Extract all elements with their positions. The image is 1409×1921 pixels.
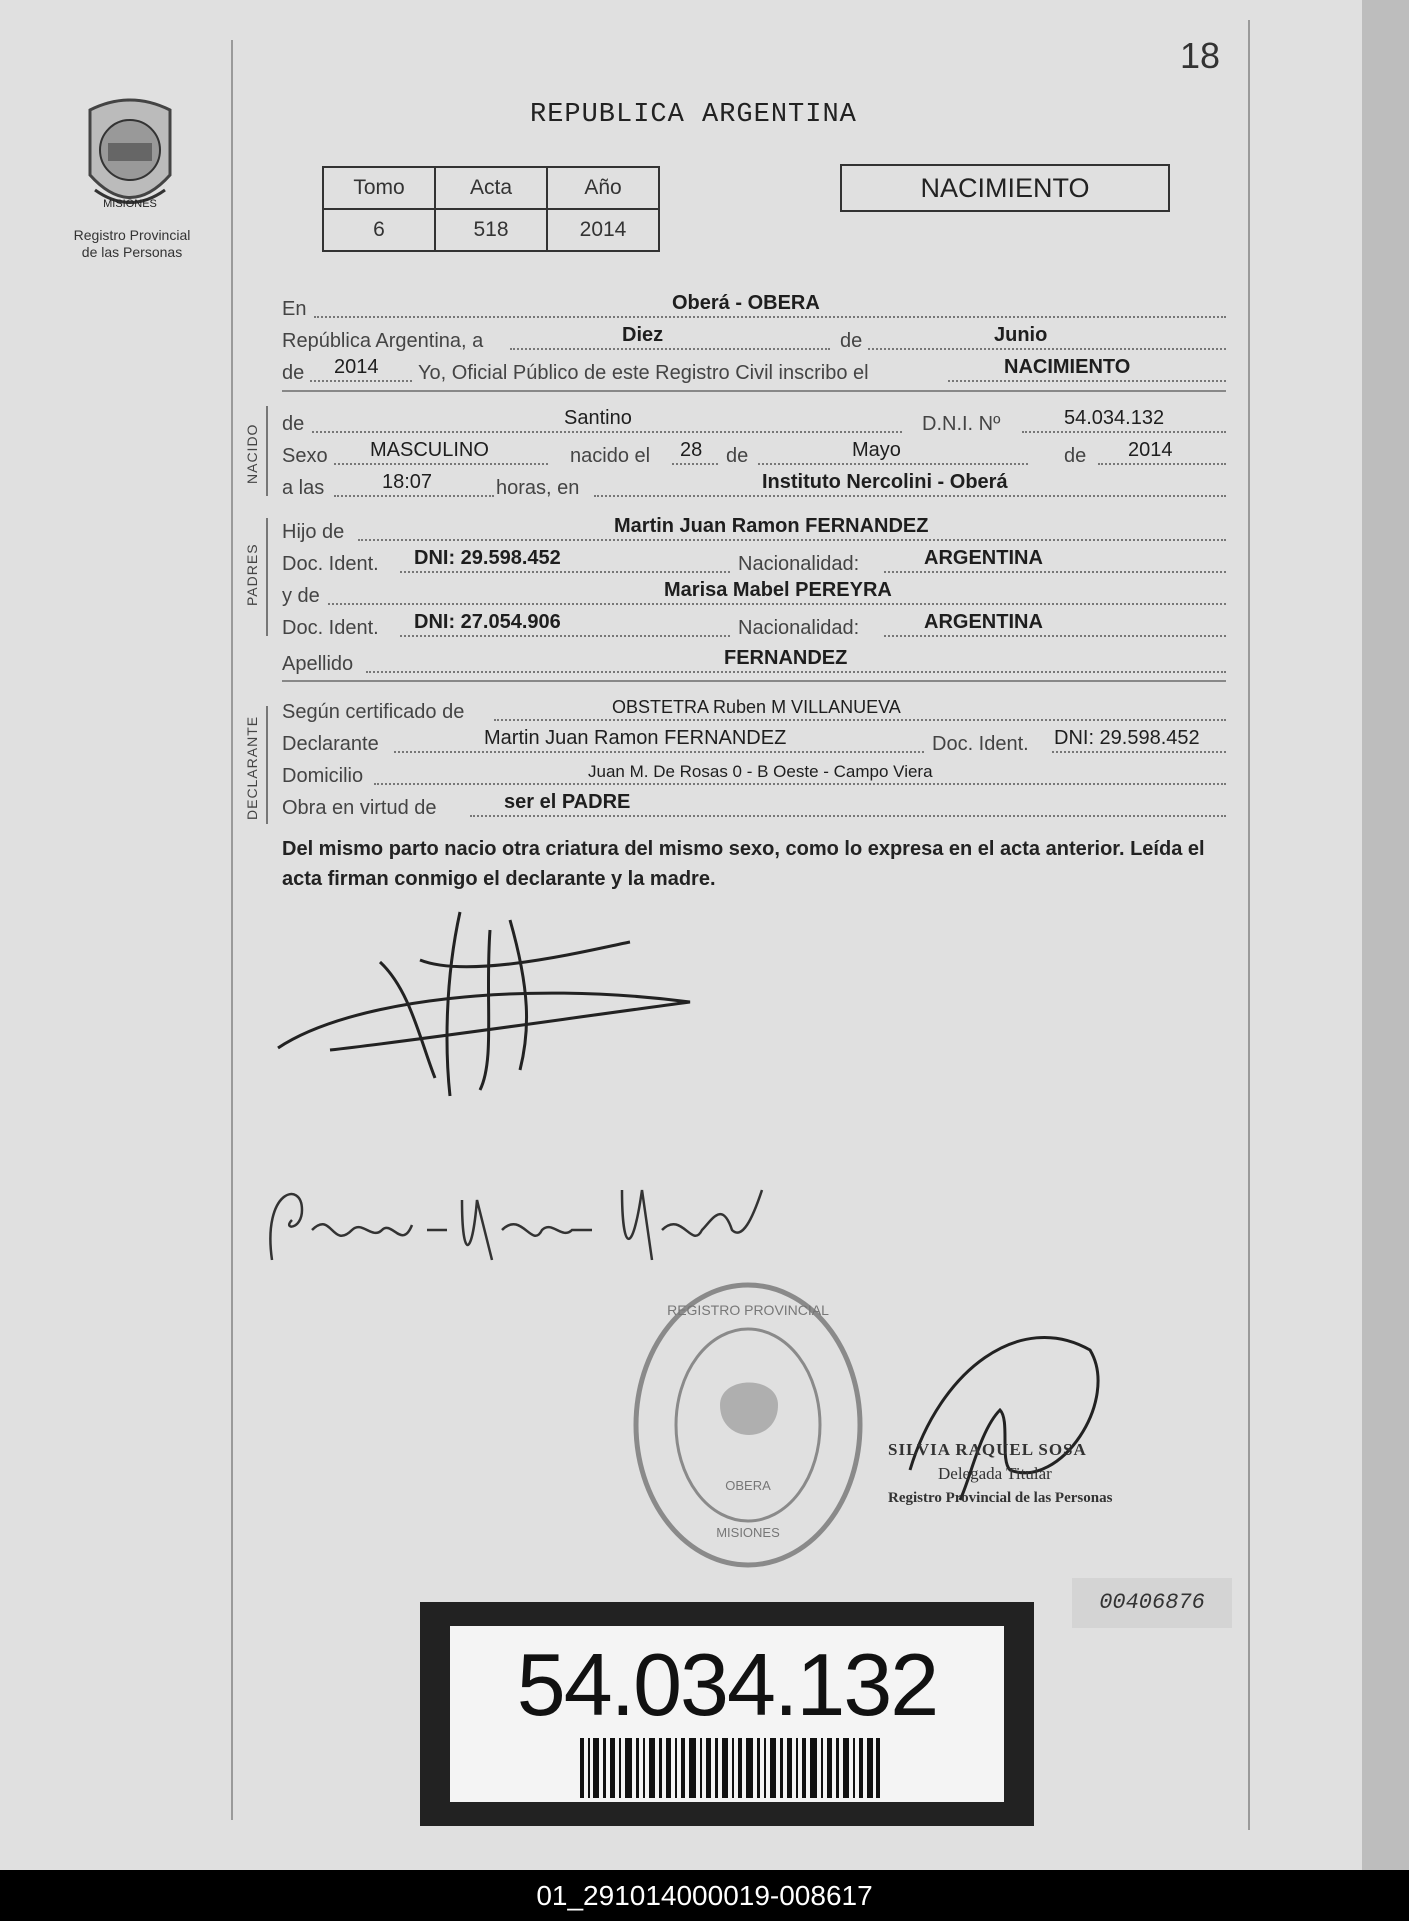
province-seal-icon xyxy=(70,95,190,225)
padres-side-label: PADRES xyxy=(244,543,260,606)
decl-doc-value: DNI: 29.598.452 xyxy=(1054,727,1200,749)
decl-doc-label: Doc. Ident. xyxy=(932,733,1029,755)
row-domicilio xyxy=(282,760,1226,790)
dni-label: D.N.I. Nº xyxy=(922,413,1001,435)
nac-dia: 28 xyxy=(680,439,703,461)
domicilio-value: Juan M. De Rosas 0 - B Oeste - Campo Viera xyxy=(588,762,933,781)
section-divider-2 xyxy=(282,680,1226,682)
hijo-label: Hijo de xyxy=(282,521,345,543)
apellido-label: Apellido xyxy=(282,653,354,675)
sexo-value: MASCULINO xyxy=(370,439,489,461)
row-apellido xyxy=(282,648,1226,678)
hora-label: a las xyxy=(282,477,325,499)
padre-doc: DNI: 29.598.452 xyxy=(414,547,561,569)
seal-caption xyxy=(52,227,212,261)
declarante-label: Declarante xyxy=(282,733,379,755)
anio-prefix: de xyxy=(282,362,305,384)
record-type-box: NACIMIENTO xyxy=(840,164,1170,212)
svg-text:MISIONES: MISIONES xyxy=(103,198,157,210)
dni-value: 54.034.132 xyxy=(1064,407,1165,429)
row-padre-doc xyxy=(282,548,1226,578)
nac-de2: de xyxy=(1064,445,1087,467)
lugar-value: Instituto Nercolini - Oberá xyxy=(762,471,1008,493)
nacido-side-label: NACIDO xyxy=(244,423,260,484)
domicilio-label: Domicilio xyxy=(282,765,364,787)
tomo-value: 6 xyxy=(323,209,435,251)
anio-value-form: 2014 xyxy=(334,356,379,378)
row-obra xyxy=(282,792,1226,822)
nac-de1: de xyxy=(726,445,749,467)
declarante-signature xyxy=(270,900,710,1100)
certificado-value: OBSTETRA Ruben M VILLANUEVA xyxy=(612,697,901,717)
madre-nac: ARGENTINA xyxy=(924,611,1043,633)
official-signature-block xyxy=(888,1438,1112,1510)
official-title: Delegada Titular xyxy=(938,1464,1052,1483)
scan-footer-id: 01_291014000019-008617 xyxy=(0,1870,1409,1921)
nombre-value: Santino xyxy=(564,407,632,429)
record-table xyxy=(322,166,660,252)
apellido-value: FERNANDEZ xyxy=(724,647,848,669)
madre-doc-label: Doc. Ident. xyxy=(282,617,379,639)
row-inscripcion xyxy=(282,357,1226,387)
serial-number: 00406876 xyxy=(1072,1578,1232,1628)
seal-caption-line-1: Registro Provincial xyxy=(73,227,191,243)
padre-nac-label: Nacionalidad: xyxy=(738,553,860,575)
nota-paragraph: Del mismo parto nacio otra criatura del mismo sexo, como lo expresa en el acta anterior. Leída el acta firman conmigo el declarante y la madre. xyxy=(282,838,1205,890)
madre-signature xyxy=(262,1170,782,1280)
document-title: REPUBLICA ARGENTINA xyxy=(530,100,857,130)
row-fecha xyxy=(282,325,1226,355)
svg-text:OBERA: OBERA xyxy=(725,1478,771,1493)
row-declarante xyxy=(282,728,1226,758)
row-certificado xyxy=(282,696,1226,726)
row-en xyxy=(282,293,1226,323)
nombre-label: de xyxy=(282,413,305,435)
hora-value: 18:07 xyxy=(382,471,433,493)
official-office: Registro Provincial de las Personas xyxy=(888,1490,1113,1506)
nac-anio: 2014 xyxy=(1128,439,1173,461)
row-padre xyxy=(282,516,1226,546)
row-nombre xyxy=(282,408,1226,438)
barcode-label xyxy=(420,1602,1034,1826)
barcode-icon xyxy=(580,1738,880,1798)
sexo-label: Sexo xyxy=(282,445,328,467)
certificado-label: Según certificado de xyxy=(282,701,465,723)
padre-value: Martin Juan Ramon FERNANDEZ xyxy=(614,515,929,537)
yde-label: y de xyxy=(282,585,320,607)
madre-doc: DNI: 27.054.906 xyxy=(414,611,561,633)
mes-value: Junio xyxy=(994,324,1048,346)
inscribo-text: Yo, Oficial Público de este Registro Civil inscribo el xyxy=(418,362,869,384)
madre-value: Marisa Mabel PEREYRA xyxy=(664,579,892,601)
right-margin-line xyxy=(1248,20,1250,1830)
obra-label: Obra en virtud de xyxy=(282,797,437,819)
anio-header: Año xyxy=(547,167,659,209)
row-madre-doc xyxy=(282,612,1226,642)
acta-header: Acta xyxy=(435,167,547,209)
row-sexo xyxy=(282,440,1226,470)
madre-nac-label: Nacionalidad: xyxy=(738,617,860,639)
horas-label: horas, en xyxy=(496,477,580,499)
nac-mes: Mayo xyxy=(852,439,901,461)
scan-edge xyxy=(1362,0,1409,1870)
en-label: En xyxy=(282,298,307,320)
en-value: Oberá - OBERA xyxy=(672,292,820,314)
page-number: 18 xyxy=(1180,35,1221,76)
row-hora xyxy=(282,472,1226,502)
declarante-value: Martin Juan Ramon FERNANDEZ xyxy=(484,727,787,749)
left-margin-line xyxy=(231,40,233,1820)
nacido-label: nacido el xyxy=(570,445,651,467)
declarante-side-label: DECLARANTE xyxy=(244,715,260,820)
dia-value: Diez xyxy=(622,324,664,346)
seal-caption-line-2: de las Personas xyxy=(81,244,183,260)
official-name: SILVIA RAQUEL SOSA xyxy=(888,1440,1087,1459)
padre-nac: ARGENTINA xyxy=(924,547,1043,569)
anio-value: 2014 xyxy=(547,209,659,251)
inscribo-value: NACIMIENTO xyxy=(1004,356,1131,378)
obra-value: ser el PADRE xyxy=(504,791,631,813)
padre-doc-label: Doc. Ident. xyxy=(282,553,379,575)
svg-text:REGISTRO PROVINCIAL: REGISTRO PROVINCIAL xyxy=(667,1302,829,1318)
row-madre xyxy=(282,580,1226,610)
de-label: de xyxy=(840,330,863,352)
republica-label: República Argentina, a xyxy=(282,330,484,352)
acta-value: 518 xyxy=(435,209,547,251)
official-stamp-icon xyxy=(628,1275,868,1575)
tomo-header: Tomo xyxy=(323,167,435,209)
section-divider xyxy=(282,390,1226,392)
svg-text:MISIONES: MISIONES xyxy=(716,1525,780,1540)
barcode-number: 54.034.132 xyxy=(516,1635,938,1734)
